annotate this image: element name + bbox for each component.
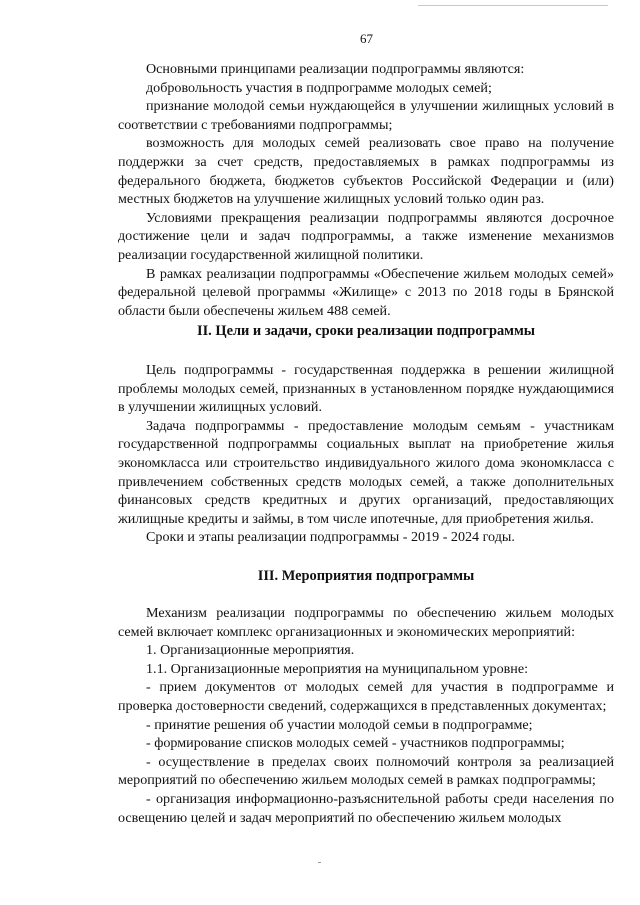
- paragraph: возможность для молодых семей реализовать свое право на получение поддержки за счет средств, предоставляемых в рамках подпрограммы из федерального бюджета, бюджетов субъектов Российской Федерации и (или) местных бюджетов на улучшение жилищных условий только один раз.: [118, 135, 614, 208]
- paragraph: 1.1. Организационные мероприятия на муниципальном уровне:: [146, 660, 528, 677]
- paragraph: Основными принципами реализации подпрограммы являются:: [146, 61, 525, 77]
- paragraph: В рамках реализации подпрограммы «Обеспечение жильем молодых семей» федеральной целевой программы «Жилище» с 2013 по 2018 годы в Брянской области были обеспечены жильем 488 семей.: [118, 265, 614, 319]
- top-rule: [418, 5, 608, 6]
- paragraph: - организация информационно-разъяснительной работы среди населения по освещению целей и задач мероприятий по обеспечению жильем молодых: [118, 790, 614, 826]
- scan-speck: [318, 862, 321, 863]
- paragraph: Сроки и этапы реализации подпрограммы - 2019 - 2024 годы.: [146, 529, 515, 546]
- paragraph: 1. Организационные мероприятия.: [146, 642, 355, 659]
- section-measures: [118, 604, 614, 827]
- paragraph: Механизм реализации подпрограммы по обеспечению жильем молодых семей включает комплекс организационных и экономических мероприятий:: [118, 605, 614, 640]
- page-number: 67: [360, 31, 373, 46]
- paragraph: - формирование списков молодых семей - участников подпрограммы;: [146, 735, 565, 752]
- section-heading-goals: II. Цели и задачи, сроки реализации подпрограммы: [196, 323, 536, 339]
- paragraph: признание молодой семьи нуждающейся в улучшении жилищных условий в соответствии с требованиями подпрограммы;: [118, 98, 614, 133]
- section-principles: [118, 60, 614, 320]
- paragraph: добровольность участия в подпрограмме молодых семей;: [146, 79, 492, 96]
- section-goals: [118, 361, 614, 547]
- paragraph: - осуществление в пределах своих полномочий контроля за реализацией мероприятий по обеспечению жильем молодых семей в рамках подпрограммы;: [118, 753, 614, 789]
- paragraph: Задача подпрограммы - предоставление молодым семьям - участникам государственной подпрограммы социальных выплат на приобретение жилья экономкласса или строительство индивидуального жилого дома экономкласса с привлечением собственных средств молодых семей, а также дополнительных финансовых средств кредитных и других организаций, предоставляющих жилищные кредиты и займы, в том числе ипотечные, для приобретения жилья.: [118, 417, 614, 527]
- paragraph: - прием документов от молодых семей для участия в подпрограмме и проверка достоверности сведений, содержащихся в представленных документах;: [118, 679, 614, 714]
- paragraph: Цель подпрограммы - государственная поддержка в решении жилищной проблемы молодых семей, признанных в установленном порядке нуждающимися в улучшении жилищных условий.: [118, 362, 614, 416]
- paragraph: - принятие решения об участии молодой семьи в подпрограмме;: [146, 716, 533, 733]
- paragraph: Условиями прекращения реализации подпрограммы являются досрочное достижение цели и задач подпрограммы, а также изменение механизмов реализации государственной жилищной политики.: [118, 209, 614, 263]
- section-heading-measures: III. Мероприятия подпрограммы: [257, 568, 475, 584]
